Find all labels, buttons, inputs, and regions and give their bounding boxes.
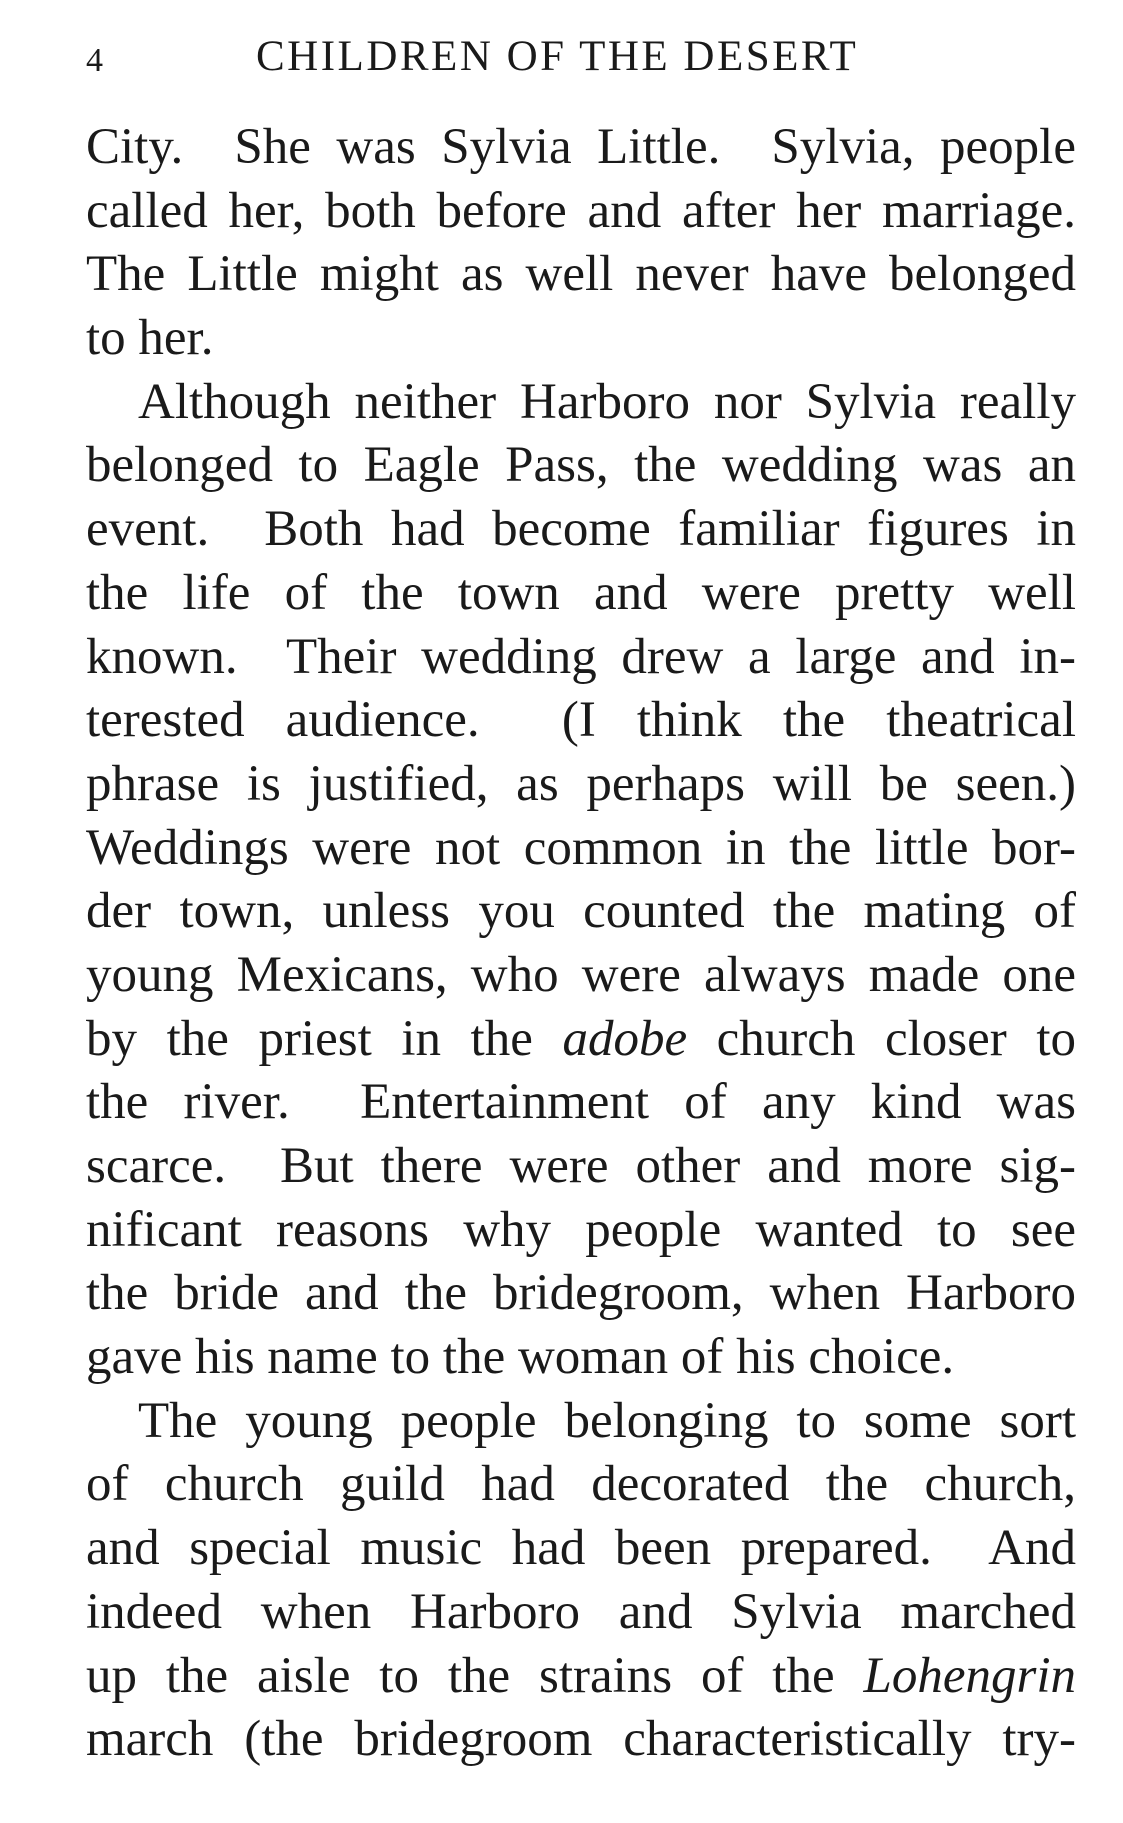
text-segment: called her, both before and after her marriage. [86,182,1076,239]
text-line [86,498,1076,562]
text-segment: The young people belonging to some sort [138,1392,1076,1449]
text-segment: young Mexicans, who were always made one [86,946,1076,1003]
text-line [86,1708,1076,1772]
text-line [86,1326,1076,1390]
text-segment: Although neither Harboro nor Sylvia really [138,373,1076,430]
text-line [86,116,1076,180]
text-segment: the river. Entertainment of any kind was [86,1074,1076,1131]
body-text [86,116,1076,1772]
page-header [86,28,1076,88]
text-segment: known. Their wedding drew a large and in- [86,628,1076,685]
text-segment: of church guild had decorated the church, [86,1456,1076,1513]
text-line [86,689,1076,753]
text-segment: nificant reasons why people wanted to see [86,1201,1076,1258]
text-segment: gave his name to the woman of his choice. [86,1329,955,1386]
text-line [86,180,1076,244]
text-segment: indeed when Harboro and Sylvia marched [86,1583,1076,1640]
text-segment: belonged to Eagle Pass, the wedding was an [86,437,1076,494]
text-segment: Weddings were not common in the little bor- [86,819,1076,876]
running-head: CHILDREN OF THE DESERT [256,33,859,80]
text-line [86,1645,1076,1709]
text-segment: terested audience. (I think the theatrical [86,692,1076,749]
text-line [86,817,1076,881]
text-segment: The Little might as well never have belonged [86,246,1076,303]
text-line [86,307,1076,371]
text-segment: der town, unless you counted the mating of [86,883,1076,940]
text-segment: scarce. But there were other and more sig- [86,1138,1076,1194]
text-line [86,1135,1076,1199]
text-segment: by the priest in the [86,1010,563,1067]
text-segment: City. She was Sylvia Little. Sylvia, people [86,119,1076,175]
text-line [86,880,1076,944]
text-line [86,434,1076,498]
text-line [86,1453,1076,1517]
text-line [86,1008,1076,1072]
text-line [86,243,1076,307]
page-number: 4 [86,42,104,79]
italic-word: Lohengrin [863,1647,1076,1704]
text-segment: the life of the town and were pretty well [86,564,1076,621]
text-line [86,753,1076,817]
text-segment: to her. [86,310,214,367]
text-segment: event. Both had become familiar figures in [86,501,1076,558]
text-line [86,1517,1076,1581]
text-line [86,626,1076,690]
text-line [86,371,1076,435]
text-line [86,944,1076,1008]
text-segment: up the aisle to the strains of the [86,1647,864,1704]
text-line [86,1071,1076,1135]
italic-word: adobe [562,1010,688,1067]
text-line [86,1390,1076,1454]
text-segment: and special music had been prepared. And [86,1520,1076,1577]
text-line [86,1262,1076,1326]
text-line [86,562,1076,626]
text-segment: march (the bridegroom characteristically try- [86,1711,1076,1768]
text-segment: the bride and the bridegroom, when Harboro [86,1265,1076,1322]
text-segment: church closer to [687,1010,1076,1067]
text-segment: phrase is justified, as perhaps will be seen.) [86,755,1076,812]
text-line [86,1199,1076,1263]
text-line [86,1581,1076,1645]
